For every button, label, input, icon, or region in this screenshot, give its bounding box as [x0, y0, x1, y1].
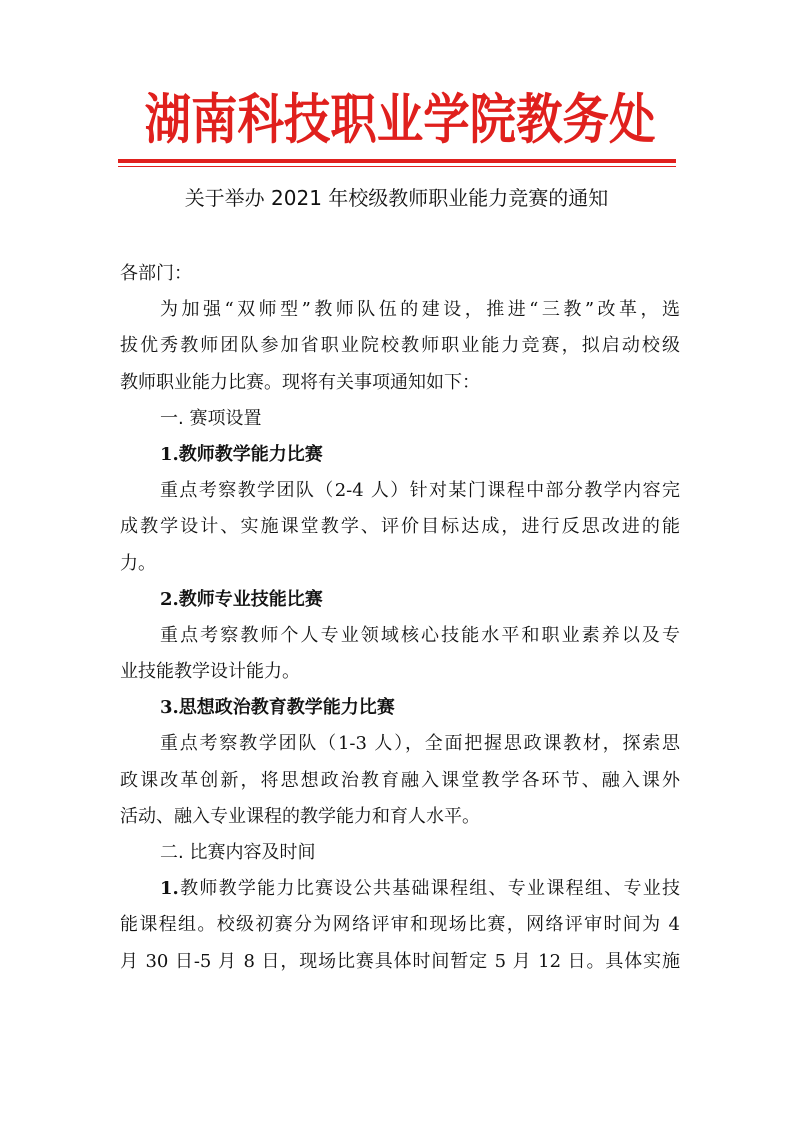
- paragraph-line: 重点考察教学团队（1-3 人），全面把握思政课教材，探索思: [160, 733, 680, 755]
- notice-body: [120, 256, 680, 980]
- salutation: 各部门：: [120, 263, 192, 284]
- notice-title: 关于举办 2021 年校级教师职业能力竞赛的通知: [184, 186, 609, 210]
- paragraph-line: 政课改革创新，将思想政治教育融入课堂教学各环节、融入课外: [120, 769, 680, 791]
- section-heading: 一. 赛项设置: [160, 407, 262, 429]
- paragraph-line: 重点考察教师个人专业领域核心技能水平和职业素养以及专: [160, 624, 680, 646]
- intro-line: 教师职业能力比赛。现将有关事项通知如下：: [120, 371, 480, 393]
- paragraph-line: 活动、融入专业课程的教学能力和育人水平。: [120, 805, 480, 827]
- masthead-rule-thin: [118, 166, 676, 167]
- intro-line: 为加强“双师型”教师队伍的建设，推进“三教”改革，选: [160, 299, 680, 321]
- section-heading: 二. 比赛内容及时间: [160, 842, 316, 863]
- paragraph-text: 教师教学能力比赛设公共基础课程组、专业课程组、专业技: [178, 878, 680, 900]
- item-heading: 1.教师教学能力比赛: [160, 443, 323, 465]
- paragraph-line: 月 30 日-5 月 8 日，现场比赛具体时间暂定 5 月 12 日。具体实施: [120, 950, 680, 972]
- masthead-rule-thick: [118, 159, 676, 163]
- paragraph-line: 能课程组。校级初赛分为网络评审和现场比赛，网络评审时间为 4: [120, 914, 680, 936]
- paragraph-line: 重点考察教学团队（2-4 人）针对某门课程中部分教学内容完: [160, 480, 680, 502]
- paragraph-line: 业技能教学设计能力。: [120, 661, 300, 683]
- office-masthead: 湖南科技职业学院教务处: [144, 87, 656, 151]
- paragraph-line: [120, 871, 680, 907]
- paragraph-line: 成教学设计、实施课堂教学、评价目标达成，进行反思改进的能: [120, 516, 680, 538]
- paragraph-line: 力。: [120, 552, 156, 574]
- item-number: 1.: [160, 878, 179, 900]
- intro-line: 拔优秀教师团队参加省职业院校教师职业能力竞赛，拟启动校级: [120, 335, 680, 357]
- item-heading: 3.思想政治教育教学能力比赛: [160, 697, 395, 719]
- item-heading: 2.教师专业技能比赛: [160, 588, 323, 610]
